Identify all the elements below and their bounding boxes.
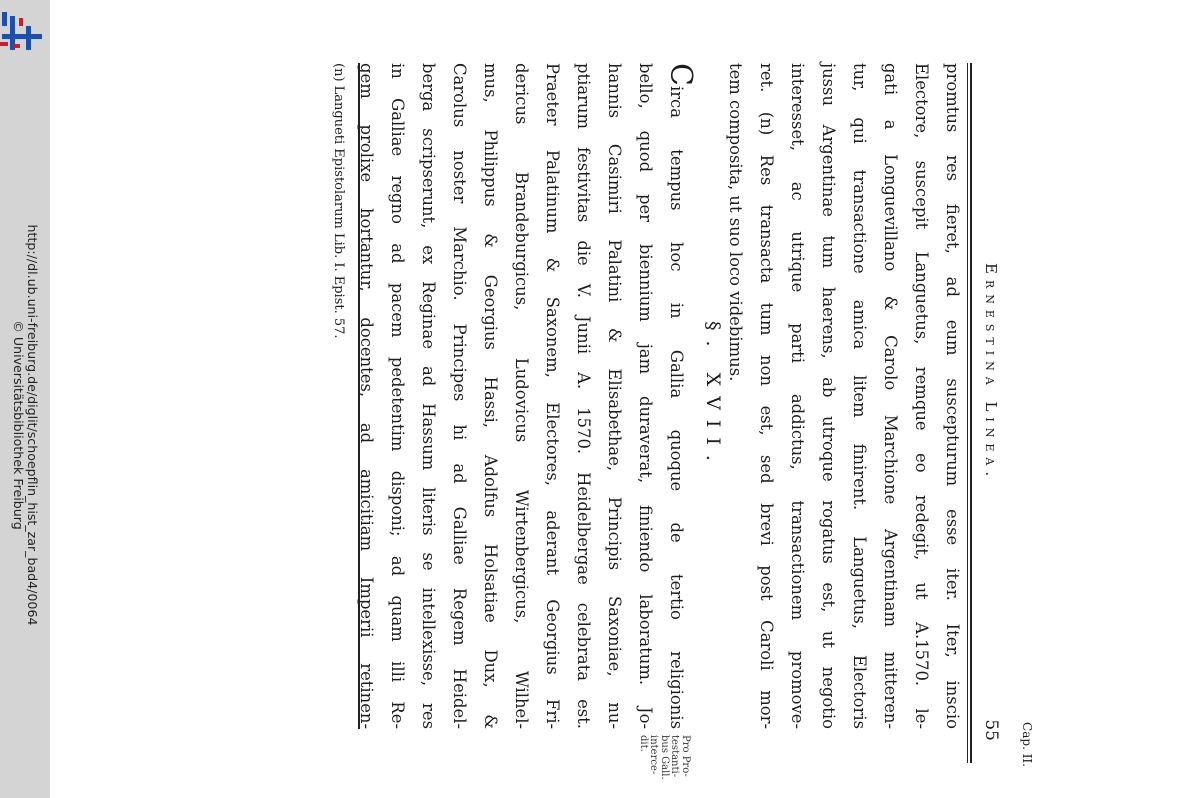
image-credit (11, 225, 39, 626)
page-number: 55 (981, 719, 1001, 741)
text-line: Electore, suscepit Languetus, remque eo redegit, ut A.1570. le- (912, 63, 931, 729)
text-line: hannis Casimiri Palatini & Elisabethae, Principis Saxoniae, nu- (605, 63, 624, 729)
text-line: in Galliae regno ad pacem pedetentim disponi; ad quam illi Re- (388, 63, 407, 729)
margin-note-line: Pro Pro- (680, 735, 691, 777)
text-line: interesset, ac utrique parti addictus, transactionem promove- (788, 63, 807, 729)
text-line: bello, quod per biennium jam duraverat, finiendo laboratum. Jo- (636, 63, 655, 729)
text-line (661, 63, 698, 729)
margin-note-line: bus Gall. (659, 735, 670, 780)
paragraph-2 (351, 63, 698, 729)
credit-owner: © Universitätsbibliothek Freiburg (11, 320, 26, 530)
section-heading: §. XVII. (702, 321, 724, 471)
text-line: promtus res fieret, ad eum suscepturum esse iter. Iter, inscio (943, 63, 962, 729)
credit-url[interactable]: http://dl.ub.uni-freiburg.de/diglit/schoepflin_hist_zar_bad4/0064 (25, 224, 40, 626)
footnote: (n) Langueti Epistolarum Lib. I. Epist. 57. (331, 63, 346, 339)
text-line: berga scripserunt, ex Reginae ad Hassum literis se intellexisse, res (419, 63, 438, 729)
page-header (980, 63, 1034, 767)
chapter-reference: Cap. II. (1020, 722, 1034, 767)
margin-note-line: interce- (648, 735, 660, 775)
text-line: dericus Brandeburgicus, Ludovicus Wirtenbergicus, Wilhel- (512, 63, 531, 729)
margin-note (638, 735, 691, 795)
text-line-body: irca tempus hoc in Gallia quoque de tertio religionis (667, 85, 686, 729)
text-line: tur, qui transactione amica litem finirent. Languetus, Electoris (850, 63, 869, 729)
text-line: gati a Longuevillano & Carolo Marchione Argentinam mitteren- (881, 63, 900, 729)
text-line: ret. (n) Res transacta tum non est, sed brevi post Caroli mor- (757, 63, 776, 729)
text-line: Carolus noster Marchio. Principes hi ad Galliae Regem Heidel- (450, 63, 469, 729)
text-line: gem prolixe hortantur, docentes, ad amicitiam Imperii retinen- (357, 63, 376, 729)
viewer-side-strip (0, 0, 50, 798)
margin-note-line: dit. (638, 735, 649, 752)
library-logo-icon (0, 4, 44, 52)
running-title: Ernestina Linea. (982, 263, 1000, 483)
text-line: Praeter Palatinum & Saxonem, Electores, aderant Georgius Fri- (543, 63, 562, 729)
footnote-rule (358, 63, 360, 729)
book-page (278, 63, 1034, 780)
text-line: jussu Argentinae tum haerens, ab utroque rogatus est, ut negotio (819, 63, 838, 729)
text-line: ptiarum festivitas die V. Junii A. 1570. Heidelbergae celebrata est. (574, 63, 593, 729)
text-line: tem composita, ut suo loco videbimus. (726, 63, 745, 382)
paragraph-1 (720, 63, 968, 729)
text-line: mus, Philippus & Georgius Hassi, Adolfus Holsatiae Dux, & (481, 63, 500, 729)
margin-note-line: testanti- (669, 735, 681, 778)
drop-cap: C (663, 63, 698, 86)
